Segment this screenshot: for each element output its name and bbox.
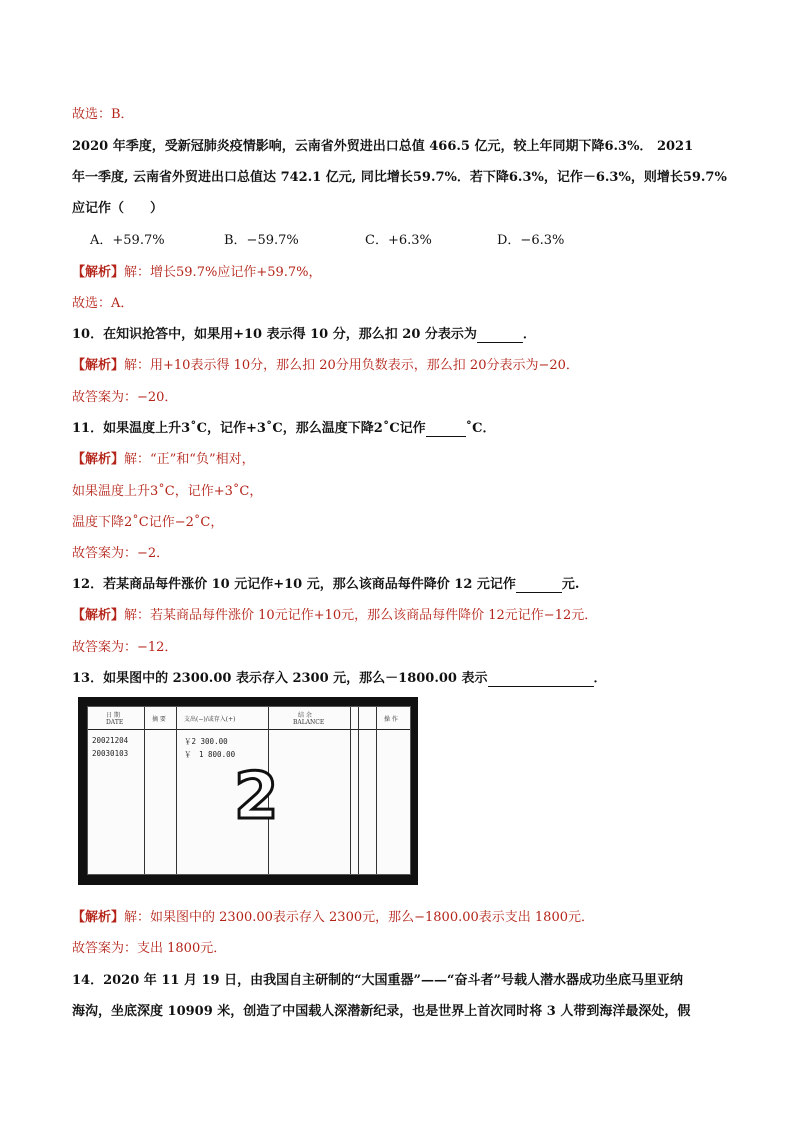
q13-question: 13．如果图中的 2300.00 表示存入 2300 元，那么－1800.00 表示 ． — [72, 671, 607, 686]
passbook-col-line — [350, 707, 351, 874]
passbook-col-line — [358, 707, 359, 874]
q9-line2: 年一季度, 云南省外贸进出口总值达 742.1 亿元, 同比增长59.7%．若下降6.3%，记作－6.3%，则增长59.7% — [72, 170, 727, 185]
passbook-amount-header: 支出(−)/或存入(+) — [184, 716, 236, 723]
passbook-col-line — [176, 707, 177, 874]
q10-question: 10．在知识抢答中，如果用+10 表示得 10 分，那么扣 20 分表示为 ． — [72, 327, 536, 342]
passbook-summary-header: 摘 要 — [152, 716, 166, 723]
passbook-header — [88, 707, 410, 730]
passbook-date-header: 日 期 — [106, 712, 120, 719]
q11-final: 故答案为：−2． — [72, 546, 170, 561]
q10-final: 故答案为：−20． — [72, 390, 178, 405]
passbook-balance-header: 结 余 — [298, 712, 312, 719]
passbook-balance-header-en: BALANCE — [293, 719, 325, 726]
q12-analysis: 【解析】解：若某商品每件涨价 10元记作+10元，那么该商品每件降价 12元记作−12元． — [72, 608, 598, 623]
q13-analysis: 【解析】解：如果图中的 2300.00表示存入 2300元，那么−1800.00表示支出 1800元． — [72, 910, 594, 925]
q11-analysis: 【解析】解：“正”和“负”相对， — [72, 452, 255, 467]
passbook-row2-amount: ￥ 1 800.00 — [184, 750, 236, 759]
passbook-big-number: 2 — [234, 760, 279, 834]
q9-option-b: B．−59.7% — [224, 233, 299, 248]
q11-ans2: 如果温度上升3˚C，记作+3˚C， — [72, 484, 263, 499]
q9-option-c: C．+6.3% — [365, 233, 432, 248]
q11-question: 11．如果温度上升3˚C，记作+3˚C，那么温度下降2˚C记作 ˚C． — [72, 421, 496, 436]
q13-final: 故答案为：支出 1800元． — [72, 941, 227, 956]
q9-option-d: D．−6.3% — [497, 233, 565, 248]
passbook-row2-date: 20030103 — [92, 749, 129, 758]
q9-line3: 应记作（ ） — [72, 201, 164, 216]
passbook-col-line — [376, 707, 377, 874]
passbook-image — [78, 697, 418, 885]
q10-analysis: 【解析】解：用+10表示得 10分，那么扣 20分用负数表示，那么扣 20分表示为−20． — [72, 358, 579, 373]
q12-question: 12．若某商品每件涨价 10 元记作+10 元，那么该商品每件降价 12 元记作 元. — [72, 577, 580, 592]
passbook-row1-amount: ￥2 300.00 — [184, 737, 228, 746]
q9-choose: 故选：A． — [72, 296, 134, 311]
q12-final: 故答案为：−12． — [72, 640, 178, 655]
passbook-page — [87, 706, 411, 875]
q9-option-a: A．+59.7% — [90, 233, 165, 248]
q9-line1: 2020 年季度，受新冠肺炎疫情影响，云南省外贸进出口总值 466.5 亿元，较上年同期下降6.3%． 2021 — [72, 139, 694, 154]
passbook-row1-date: 20021204 — [92, 736, 129, 745]
passbook-col-line — [144, 707, 145, 874]
q14-line2: 海沟，坐底深度 10909 米，创造了中国载人深潜新纪录，也是世界上首次同时将 3 人带到海洋最深处，假 — [72, 1004, 691, 1019]
passbook-op-header: 操 作 — [384, 716, 398, 723]
q9-analysis: 【解析】解：增长59.7%应记作+59.7%， — [72, 265, 322, 280]
answer-choice-prev: 故选：B． — [72, 107, 134, 122]
passbook-date-header-en: DATE — [106, 719, 124, 726]
q11-ans3: 温度下降2˚C记作−2˚C， — [72, 515, 224, 530]
q14-line1: 14．2020 年 11 月 19 日，由我国自主研制的“大国重器”——“奋斗者”号载人潜水器成功坐底马里亚纳 — [72, 973, 683, 988]
